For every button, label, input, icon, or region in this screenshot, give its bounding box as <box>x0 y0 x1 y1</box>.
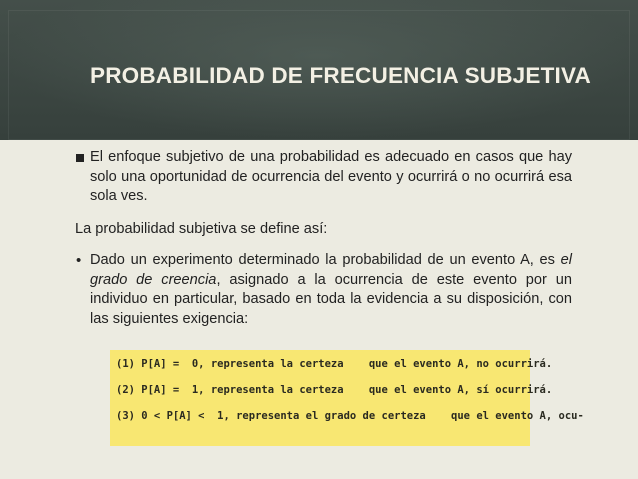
condition-line-3: (3) 0 < P[A] < 1, representa el grado de certeza que el evento A, ocu- <box>116 410 584 422</box>
condition-line-2: (2) P[A] = 1, representa la certeza que el evento A, sí ocurrirá. <box>116 384 553 396</box>
title-banner <box>0 0 638 140</box>
slide-body <box>75 148 572 329</box>
definition-line: La probabilidad subjetiva se define así: <box>75 220 328 237</box>
slide-title: PROBABILIDAD DE FRECUENCIA SUBJETIVA <box>90 63 591 88</box>
bullet-text: El enfoque subjetivo de una probabilidad es adecuado en casos que hay solo una oportunidad de ocurrencia del evento y ocurrirá o no ocurrirá esa sola ves. <box>90 149 572 204</box>
round-bullet-icon: • <box>76 252 82 269</box>
bullet-text-part1: Dado un experimento determinado la probabilidad de un evento A, es <box>90 252 561 268</box>
bullet-item-definition <box>75 251 572 329</box>
bullet-text-part2: , asignado a la ocurrencia de este evento por un individuo en particular, basado en toda la evidencia a su disposición, con las siguientes exigencia: <box>90 271 572 327</box>
bullet-text-italic: el grado de creencia <box>90 252 572 288</box>
conditions-image <box>110 350 584 446</box>
condition-line-1: (1) P[A] = 0, representa la certeza que el evento A, no ocurrirá. <box>116 358 553 370</box>
bullet-item-subjective-approach <box>75 148 572 207</box>
square-bullet-icon <box>76 154 84 162</box>
